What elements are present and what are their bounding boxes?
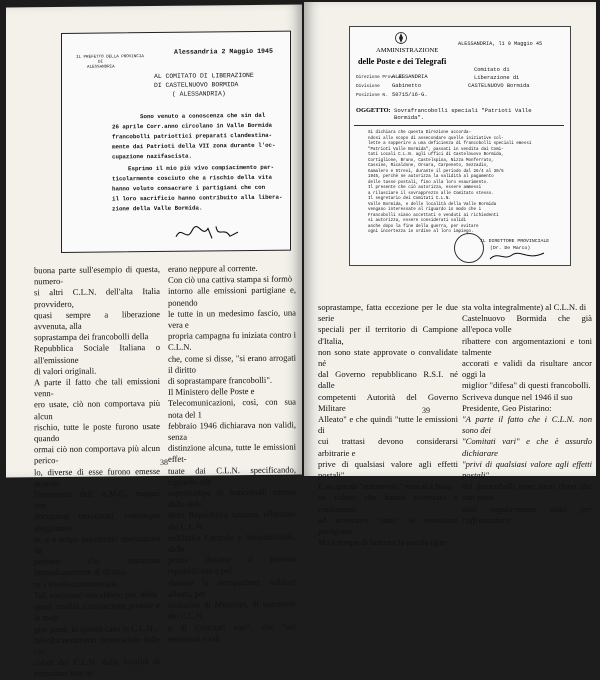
text-line: "privi di qualsiasi valore agli effetti postali" [462, 458, 592, 481]
text-line: speciali per il territorio di Campione d'Italia, [318, 324, 458, 346]
text-line: erano neppure al corrente. [168, 262, 258, 274]
form-body-line: vengano interessate al riguardo in modo che i [368, 208, 482, 212]
text-line: di soprastampare francobolli". [168, 374, 272, 386]
text-line: l'intervento dell' A.M.G., magari con [34, 487, 160, 511]
text-line: quasi totalità, circolazione postale e la mag- [34, 600, 160, 623]
text-line: le tutte in un medesimo fascio, una vera e [168, 307, 296, 330]
letter-addressee-line3: ( ALESSANDRIA) [172, 90, 226, 98]
text-line: non sono state approvate o convalidate né [318, 346, 458, 369]
text-line: re a livello commerciale. [34, 578, 120, 589]
text-line: si altri C.L.N. dell'alta Italia provvidero, [34, 286, 160, 309]
letter-header-line1: IL PREFETTO DELLA PROVINCIA [76, 55, 144, 60]
form-body-line: Il segretario dei Comitati C.L.N. [368, 197, 451, 201]
left-column-1 [34, 264, 160, 680]
posizione-label: Posizione N. [356, 93, 388, 98]
posizione-value: 50715/16-G. [392, 92, 428, 98]
letter-body-line: hanno voluto consacrare i partigiani che con [112, 183, 266, 193]
prefect-letter [61, 31, 291, 253]
right-page [304, 2, 596, 548]
text-line: Con ciò una cattiva stampa si formò [168, 273, 293, 286]
text-line: competenti Autorità del Governo Militare [318, 391, 458, 413]
direzione-label: Direzione Prov. di [356, 75, 404, 80]
left-page [6, 4, 302, 679]
divisione-value: Gabinetto [392, 83, 422, 89]
letter-body-line: Sono venuto a conoscenza che sin dal [140, 111, 266, 121]
text-line: Repubblica Sociale Italiana o all'emissione [34, 342, 160, 365]
text-line: ero usate, ciò non comportava più alcun [34, 398, 160, 421]
form-body-line: Cassine, Ricaldone, Orsara, Carpeneto, Sezzadio, [368, 164, 489, 168]
text-line: "A parte il fatto che i C.L.N. non sono dei [462, 414, 592, 436]
text-line: quasi sempre a liberazione avvenuta, alla [34, 308, 160, 332]
text-line: no coloro che hanno avversato e continuano [318, 492, 458, 514]
signature-line2: (Dr. De Marco) [490, 246, 531, 251]
letter-date: Alessandria 2 Maggio 1945 [174, 47, 273, 56]
text-line: Alleato" e che quindi "tutte le emissioni di [318, 414, 458, 436]
right-column-1 [318, 302, 458, 548]
form-body-line: anche dopo la fine della guerra, per evitare [368, 224, 479, 229]
form-body-line: ogni incertezza in ordine al loro impiego. [368, 230, 474, 234]
text-line: prive di qualsiasi valore agli effetti postali". [318, 458, 458, 481]
form-body [368, 131, 564, 235]
text-line: Tali emissioni non ebbero poi, nella [34, 588, 158, 601]
text-line: ormai ciò non comportava più alcun perico- [34, 443, 160, 466]
text-line: Il Ministero delle Poste e [168, 386, 255, 398]
text-line: colari dei C.L.N. dalle località di emissione non ne [34, 656, 160, 679]
text-line: lo, diverse di esse furono emesse quando [34, 465, 160, 489]
text-line: dei francobolli nove mesi dopo che essi sono [462, 481, 592, 503]
director-signature-icon [488, 249, 548, 263]
text-line: accorati e validi da risultare ancor oggi la [462, 358, 592, 380]
letter-body-line: francobolli patriottici preparati clandestina- [112, 131, 273, 141]
text-line: e di Comitati vari", che "tali emissioni e tali [168, 621, 296, 644]
divisione-label: Divisione [356, 84, 380, 89]
text-line: Scriveva dunque nel 1946 il suo [462, 391, 573, 402]
text-line: gior parte, in questo caso in C.L.N., [34, 622, 157, 634]
text-line: ad avversare "tutte" le emissioni partigiane. [318, 514, 458, 537]
text-line: iniziativa di Municipi, di segreterie dei C.L.N. [168, 598, 296, 622]
page-number: 39 [422, 406, 430, 415]
form-body-line: delle tasse postali, fino alla loro esaurimento. [368, 180, 489, 185]
recipient-line2: Liberazione di [474, 75, 520, 81]
letter-header-line2: DI [98, 60, 104, 65]
text-line: Castelnuovo Bormida che già all'epoca volle [462, 313, 592, 335]
letter-body-line: il loro sacrificio hanno contribuito alla libera- [112, 193, 283, 203]
recipient-line3: CASTELNUOVO Bormida [468, 83, 530, 89]
text-line: detta Repubblica fascista, effettuate dai C.L.N. [168, 508, 296, 532]
form-divider [354, 125, 564, 126]
text-line: A parte il fatto che tali emissioni venn- [34, 375, 160, 399]
text-line: soprastampe, fatta eccezione per le due serie [318, 302, 458, 324]
text-line: te, e a scopo puramente speculativo da [34, 532, 160, 556]
text-line: stati regolarmente usati per l'affrancatura [462, 503, 592, 525]
text-line: tuate dai C.L.N. specificando, riguardo alle [168, 464, 296, 487]
letter-header-line3: ALESSANDRIA [87, 65, 115, 70]
text-line: talvolta nemmeno riconosciute dalle cir- [34, 633, 160, 657]
form-place-date: ALESSANDRIA, lì 9 Maggio 45 [458, 41, 543, 47]
page-number: 38 [160, 457, 168, 467]
recipient-line1: Comitato di [474, 67, 510, 73]
right-column-2 [462, 302, 592, 526]
signature-line1: IL DIRETTORE PROVINCIALE [480, 239, 550, 244]
prefect-signature-icon [172, 220, 242, 245]
oggetto-label: OGGETTO: [356, 107, 391, 114]
form-header-line1: AMMINISTRAZIONE [376, 47, 439, 54]
text-line: sta volta integralmente) al C.L.N. di [462, 302, 587, 312]
form-body-line: Gamalero e Strevi, durante il periodo dal 26/4 al 30/5 [368, 169, 504, 174]
text-line: ribattere con argomentazioni e toni talmente [462, 335, 592, 357]
form-body-line: lette a sopperire a una deficienza di francobolli speciali emessi [368, 142, 532, 146]
text-line: persone che tentarono immediatamente di sfrutta- [34, 555, 160, 578]
letter-body-line: cupazione nazifascista. [112, 152, 193, 161]
direzione-value: ALESSANDRIA [392, 74, 428, 80]
form-body-line: Cortiglione, Bruno, Castelspina, Nizza Monferrato, [368, 158, 494, 163]
form-body-line: 1945, perchè ne autorizza la validità al pagamento [368, 175, 494, 179]
text-line: Telecomunicazioni, così, con sua nota del 1 [168, 396, 296, 420]
oggetto-value: Sovrafrancobolli speciali "Patrioti Valle Bormida". [394, 107, 532, 121]
text-line: febbraio 1946 dichiarava non validi, senza [168, 419, 296, 442]
form-body-line: tati Locali C.L.N. agli uffici di Castelnuovo Bormida, [368, 153, 504, 157]
form-header-line2: delle Poste e dei Telegrafi [358, 57, 447, 66]
text-line: nell'Italia Centrale e Settentrionale, dalle [168, 531, 296, 554]
form-body-line: a rilasciare il sovrapprezzo alle Comitato stesso. [368, 191, 494, 196]
letter-addressee-line2: DI CASTELNUOVO BORMIDA [154, 81, 239, 89]
text-line: miglior "difesa" di questi francobolli. [462, 380, 591, 391]
form-body-line: Il presente che ciò autorizza, essere ammessi [368, 186, 482, 190]
postal-stamp-icon [454, 233, 484, 263]
text-line: rischio, tutte le poste furono usate quando [34, 420, 160, 444]
postal-form [349, 26, 571, 266]
letter-body-line: 26 aprile Corr.anno circolano in Valle Bormida [112, 121, 273, 131]
form-body-line: Francobolli siano accettati e venduti ai richiedenti [368, 213, 499, 218]
text-line: "Comitati vari" e che è assurdo dichiarare [462, 436, 592, 458]
letter-body-line: zione della Valle Bormida. [112, 204, 203, 213]
form-body-line: "Patrioti Valle Bormida", passati in vendita dai Comi- [368, 147, 504, 152]
text-line: E su questa "autorevole" nota si è basa- [318, 481, 454, 492]
form-body-line: ndosi allo scopo di assecondare quelle iniziative col- [368, 136, 504, 141]
emblem-icon [394, 31, 408, 45]
text-line: dal Governo repubblicano R.S.I. né dalle [318, 369, 458, 391]
form-body-line: si autorizza, essere considerati validi [368, 219, 467, 223]
text-line: che, come si disse, "si erano arrogati il diritto [168, 352, 296, 375]
form-body-line: Valle Bormida, e delle località della Valle Bormida [368, 202, 497, 207]
text-line: di valori originali. [34, 365, 97, 377]
text-line: durante la occupazione militare alleata, per [168, 576, 296, 599]
text-line: Presidente, Geo Pistarino: [462, 402, 552, 413]
text-line: intorno alle emissioni partigiane e, ponendo [168, 284, 296, 308]
letter-body-line: mente dai Patrioti della VII zona durante l'oc- [112, 141, 276, 151]
text-line: propria campagna fu iniziata contro i C.L.N. [168, 329, 296, 353]
letter-addressee-line1: AL COMITATO DI LIBERAZIONE [154, 71, 254, 80]
text-line: prima durante il periodo repubblicano e poi [168, 553, 296, 577]
text-line: Ma è tempo di lasciare la parola (que- [318, 537, 449, 548]
form-body-line: Si dichiara che questa Direzione accorda- [368, 131, 472, 135]
letter-body-line: ticolarmente cosciuto che a rischio della vita [112, 173, 273, 183]
text-line: soprastampe di francobolli emessi dalla sud- [168, 486, 296, 510]
letter-body-line: Esprimo il mio più vivo compiacimento par- [128, 163, 275, 173]
text-line: documenti retrodatati, comunque illegalmen- [34, 510, 160, 533]
text-line: cui trattasi devono considerarsi arbitrarie e [318, 436, 458, 458]
left-column-2 [168, 263, 296, 645]
text-line: buona parte sull'esempio di questa, numero- [34, 263, 160, 287]
text-line: soprastampa dei francobolli della [34, 331, 149, 343]
text-line: distinzione alcuna, tutte le emissioni effet- [168, 441, 296, 465]
